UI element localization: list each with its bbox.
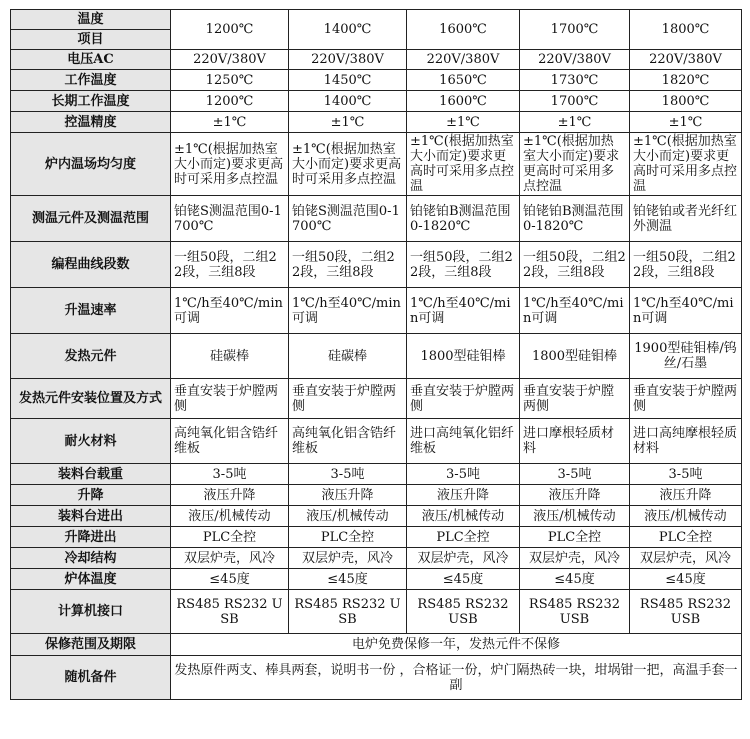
cell-lifting-3: 液压升降 [520, 485, 630, 506]
cell-load-capacity-4: 3-5吨 [630, 464, 742, 485]
row-warranty [11, 634, 742, 656]
cell-sensor-range-3: 铂铑铂B测温范围0-1820℃ [520, 196, 630, 242]
row-cooling [11, 548, 742, 569]
temp-1700-header: 1700℃ [520, 10, 630, 50]
cell-element-mounting-3: 垂直安装于炉膛两侧 [520, 379, 630, 419]
cell-sensor-range-2: 铂铑铂B测温范围0-1820℃ [407, 196, 520, 242]
row-load-capacity [11, 464, 742, 485]
cell-heating-rate-1: 1℃/h至40℃/min可调 [289, 288, 407, 334]
cell-temp-accuracy-4: ±1℃ [630, 112, 742, 133]
cell-lift-transfer-2: PLC全控 [407, 527, 520, 548]
cell-uniformity-2: ±1℃(根据加热室大小而定)要求更高时可采用多点控温 [407, 133, 520, 196]
cell-sensor-range-0: 铂铑S测温范围0-1700℃ [171, 196, 289, 242]
cell-working-temp-2: 1650℃ [407, 70, 520, 91]
row-lifting [11, 485, 742, 506]
cell-working-temp-1: 1450℃ [289, 70, 407, 91]
row-label: 炉内温场均匀度 [11, 133, 171, 196]
cell-lifting-1: 液压升降 [289, 485, 407, 506]
temp-1800-header: 1800℃ [630, 10, 742, 50]
row-label: 长期工作温度 [11, 91, 171, 112]
cell-load-capacity-0: 3-5吨 [171, 464, 289, 485]
row-voltage [11, 50, 742, 70]
cell-loading-transfer-4: 液压/机械传动 [630, 506, 742, 527]
cell-computer-interface-4: RS485 RS232 USB [630, 590, 742, 634]
spec-table [10, 9, 742, 700]
cell-heating-element-4: 1900型硅钼棒/钨丝/石墨 [630, 334, 742, 379]
cell-loading-transfer-3: 液压/机械传动 [520, 506, 630, 527]
cell-refractory-0: 高纯氧化铝含锆纤维板 [171, 419, 289, 464]
cell-uniformity-3: ±1℃(根据加热室大小而定)要求更高时可采用多点控温 [520, 133, 630, 196]
row-heating-rate [11, 288, 742, 334]
cell-working-temp-0: 1250℃ [171, 70, 289, 91]
row-label: 计算机接口 [11, 590, 171, 634]
row-program-segments [11, 242, 742, 288]
cell-temp-accuracy-3: ±1℃ [520, 112, 630, 133]
cell-temp-accuracy-2: ±1℃ [407, 112, 520, 133]
cell-sensor-range-4: 铂铑铂或者光纤红外测温 [630, 196, 742, 242]
cell-load-capacity-1: 3-5吨 [289, 464, 407, 485]
cell-computer-interface-2: RS485 RS232 USB [407, 590, 520, 634]
row-label: 装料台进出 [11, 506, 171, 527]
cell-lift-transfer-3: PLC全控 [520, 527, 630, 548]
cell-lift-transfer-0: PLC全控 [171, 527, 289, 548]
cell-computer-interface-1: RS485 RS232 USB [289, 590, 407, 634]
row-label: 编程曲线段数 [11, 242, 171, 288]
row-long-term-temp [11, 91, 742, 112]
row-label: 升降 [11, 485, 171, 506]
cell-computer-interface-3: RS485 RS232 USB [520, 590, 630, 634]
cell-cooling-0: 双层炉壳，风冷 [171, 548, 289, 569]
cell-shell-temp-3: ≤45度 [520, 569, 630, 590]
cell-loading-transfer-0: 液压/机械传动 [171, 506, 289, 527]
cell-refractory-3: 进口摩根轻质材料 [520, 419, 630, 464]
cell-temp-accuracy-0: ±1℃ [171, 112, 289, 133]
cell-voltage-4: 220V/380V [630, 50, 742, 70]
cell-heating-rate-2: 1℃/h至40℃/min可调 [407, 288, 520, 334]
header-label-cell [11, 10, 171, 50]
cell-long-term-temp-0: 1200℃ [171, 91, 289, 112]
cell-element-mounting-2: 垂直安装于炉膛两侧 [407, 379, 520, 419]
row-label: 耐火材料 [11, 419, 171, 464]
row-label: 升降进出 [11, 527, 171, 548]
cell-element-mounting-4: 垂直安装于炉膛两侧 [630, 379, 742, 419]
cell-shell-temp-2: ≤45度 [407, 569, 520, 590]
cell-cooling-1: 双层炉壳，风冷 [289, 548, 407, 569]
row-label: 控温精度 [11, 112, 171, 133]
cell-voltage-3: 220V/380V [520, 50, 630, 70]
header-temp-label: 温度 [11, 10, 170, 30]
row-label: 升温速率 [11, 288, 171, 334]
cell-heating-element-0: 硅碳棒 [171, 334, 289, 379]
row-label: 炉体温度 [11, 569, 171, 590]
row-label: 电压AC [11, 50, 171, 70]
cell-refractory-4: 进口高纯摩根轻质材料 [630, 419, 742, 464]
cell-cooling-4: 双层炉壳，风冷 [630, 548, 742, 569]
cell-heating-element-2: 1800型硅钼棒 [407, 334, 520, 379]
cell-lift-transfer-1: PLC全控 [289, 527, 407, 548]
row-loading-transfer [11, 506, 742, 527]
cell-program-segments-4: 一组50段，二组22段，三组8段 [630, 242, 742, 288]
cell-uniformity-4: ±1℃(根据加热室大小而定)要求更高时可采用多点控温 [630, 133, 742, 196]
cell-shell-temp-0: ≤45度 [171, 569, 289, 590]
cell-long-term-temp-2: 1600℃ [407, 91, 520, 112]
warranty-label: 保修范围及期限 [11, 634, 171, 656]
temp-1600-header: 1600℃ [407, 10, 520, 50]
cell-cooling-3: 双层炉壳，风冷 [520, 548, 630, 569]
header-row [11, 10, 742, 50]
cell-heating-element-3: 1800型硅钼棒 [520, 334, 630, 379]
cell-working-temp-4: 1820℃ [630, 70, 742, 91]
cell-computer-interface-0: RS485 RS232 USB [171, 590, 289, 634]
row-label: 冷却结构 [11, 548, 171, 569]
row-working-temp [11, 70, 742, 91]
cell-program-segments-2: 一组50段，二组22段，三组8段 [407, 242, 520, 288]
row-label: 工作温度 [11, 70, 171, 91]
cell-sensor-range-1: 铂铑S测温范围0-1700℃ [289, 196, 407, 242]
row-heating-element [11, 334, 742, 379]
warranty-value: 电炉免费保修一年，发热元件不保修 [171, 634, 742, 656]
cell-heating-rate-4: 1℃/h至40℃/min可调 [630, 288, 742, 334]
cell-heating-rate-3: 1℃/h至40℃/min可调 [520, 288, 630, 334]
cell-program-segments-1: 一组50段，二组22段，三组8段 [289, 242, 407, 288]
cell-temp-accuracy-1: ±1℃ [289, 112, 407, 133]
cell-element-mounting-1: 垂直安装于炉膛两侧 [289, 379, 407, 419]
temp-1200-header: 1200℃ [171, 10, 289, 50]
cell-program-segments-0: 一组50段，二组22段，三组8段 [171, 242, 289, 288]
cell-uniformity-0: ±1℃(根据加热室大小而定)要求更高时可采用多点控温 [171, 133, 289, 196]
cell-refractory-2: 进口高纯氧化铝纤维板 [407, 419, 520, 464]
cell-heating-rate-0: 1℃/h至40℃/min可调 [171, 288, 289, 334]
row-label: 发热元件 [11, 334, 171, 379]
row-label: 装料台载重 [11, 464, 171, 485]
row-uniformity [11, 133, 742, 196]
cell-cooling-2: 双层炉壳，风冷 [407, 548, 520, 569]
row-shell-temp [11, 569, 742, 590]
row-temp-accuracy [11, 112, 742, 133]
cell-load-capacity-3: 3-5吨 [520, 464, 630, 485]
row-computer-interface [11, 590, 742, 634]
row-label: 测温元件及测温范围 [11, 196, 171, 242]
cell-working-temp-3: 1730℃ [520, 70, 630, 91]
row-sensor-range [11, 196, 742, 242]
accessories-value: 发热原件两支、棒具两套，说明书一份 ，合格证一份，炉门隔热砖一块，坩埚钳一把，高温手套一副 [171, 656, 742, 700]
row-lift-transfer [11, 527, 742, 548]
cell-voltage-2: 220V/380V [407, 50, 520, 70]
row-accessories [11, 656, 742, 700]
row-refractory [11, 419, 742, 464]
row-label: 发热元件安装位置及方式 [11, 379, 171, 419]
cell-program-segments-3: 一组50段，二组22段，三组8段 [520, 242, 630, 288]
cell-shell-temp-4: ≤45度 [630, 569, 742, 590]
cell-voltage-1: 220V/380V [289, 50, 407, 70]
cell-lifting-4: 液压升降 [630, 485, 742, 506]
cell-shell-temp-1: ≤45度 [289, 569, 407, 590]
cell-lifting-0: 液压升降 [171, 485, 289, 506]
cell-element-mounting-0: 垂直安装于炉膛两侧 [171, 379, 289, 419]
cell-loading-transfer-2: 液压/机械传动 [407, 506, 520, 527]
accessories-label: 随机备件 [11, 656, 171, 700]
cell-loading-transfer-1: 液压/机械传动 [289, 506, 407, 527]
cell-lift-transfer-4: PLC全控 [630, 527, 742, 548]
cell-lifting-2: 液压升降 [407, 485, 520, 506]
cell-uniformity-1: ±1℃(根据加热室大小而定)要求更高时可采用多点控温 [289, 133, 407, 196]
cell-refractory-1: 高纯氧化铝含锆纤维板 [289, 419, 407, 464]
cell-heating-element-1: 硅碳棒 [289, 334, 407, 379]
row-element-mounting [11, 379, 742, 419]
temp-1400-header: 1400℃ [289, 10, 407, 50]
cell-long-term-temp-4: 1800℃ [630, 91, 742, 112]
cell-load-capacity-2: 3-5吨 [407, 464, 520, 485]
header-item-label: 项目 [77, 32, 104, 47]
cell-long-term-temp-3: 1700℃ [520, 91, 630, 112]
cell-voltage-0: 220V/380V [171, 50, 289, 70]
cell-long-term-temp-1: 1400℃ [289, 91, 407, 112]
